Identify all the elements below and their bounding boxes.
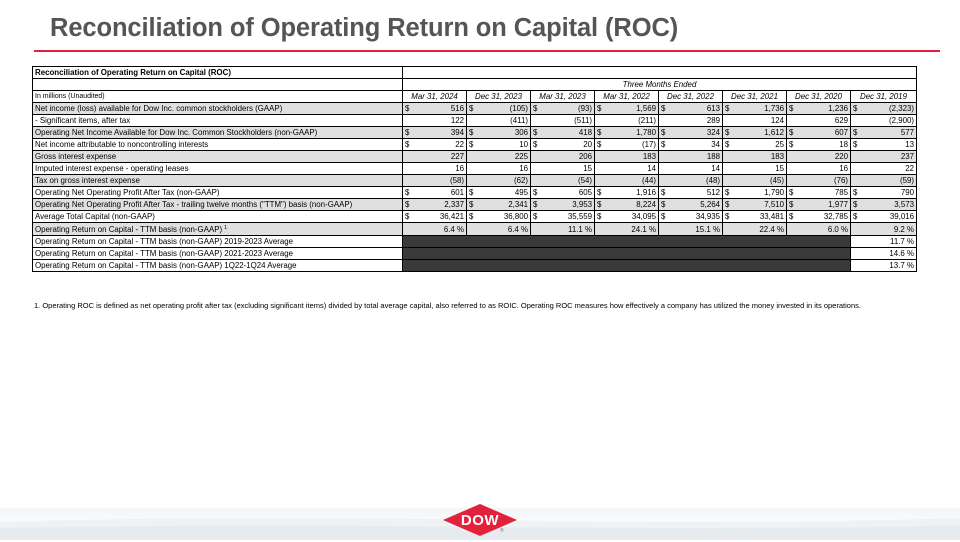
table-cell: 14 [595, 163, 659, 175]
footnote-ref: 1 [224, 225, 228, 231]
cell-value: 1,780 [636, 128, 656, 137]
currency-symbol: $ [533, 200, 538, 209]
row-label [33, 103, 403, 115]
table-cell: (48) [659, 175, 723, 187]
cell-value: 18 [839, 140, 848, 149]
table-cell: 6.4 % [403, 223, 467, 236]
currency-symbol: $ [725, 128, 730, 137]
table-cell [787, 187, 851, 199]
table-cell: 122 [403, 115, 467, 127]
table-cell [787, 139, 851, 151]
row-label-text: Average Total Capital (non-GAAP) [35, 212, 155, 221]
table-cell [851, 139, 917, 151]
table-cell [467, 127, 531, 139]
currency-symbol: $ [533, 128, 538, 137]
units-label: In millions (Unaudited) [33, 91, 403, 103]
currency-symbol: $ [661, 200, 666, 209]
table-cell [659, 199, 723, 211]
table-cell [595, 139, 659, 151]
blank-dark-cell [403, 236, 851, 248]
table-cell [467, 187, 531, 199]
column-header: Dec 31, 2023 [467, 91, 531, 103]
row-label [33, 163, 403, 175]
cell-value: 601 [450, 188, 464, 197]
table-cell [403, 187, 467, 199]
table-row [33, 211, 917, 223]
currency-symbol: $ [597, 140, 602, 149]
table-cell: 183 [723, 151, 787, 163]
cell-value: 7,510 [764, 200, 784, 209]
cell-value: 1,916 [636, 188, 656, 197]
table-cell: 227 [403, 151, 467, 163]
table-cell [403, 199, 467, 211]
cell-value: 33,481 [759, 212, 784, 221]
average-label: Operating Return on Capital - TTM basis (non-GAAP) 1Q22-1Q24 Average [33, 260, 403, 272]
table-cell [787, 199, 851, 211]
cell-value: 36,800 [503, 212, 528, 221]
table-cell: (76) [787, 175, 851, 187]
table-cell [595, 103, 659, 115]
table-cell: 24.1 % [595, 223, 659, 236]
table-cell [595, 187, 659, 199]
cell-value: 418 [578, 128, 592, 137]
table-cell: 183 [595, 151, 659, 163]
table-row [33, 139, 917, 151]
table-title: Reconciliation of Operating Return on Capital (ROC) [33, 67, 403, 79]
table-cell [531, 127, 595, 139]
currency-symbol: $ [405, 140, 410, 149]
table-cell: (511) [531, 115, 595, 127]
cell-value: 785 [834, 188, 848, 197]
table-cell [723, 187, 787, 199]
table-cell: (411) [467, 115, 531, 127]
currency-symbol: $ [469, 104, 474, 113]
column-header-row [33, 91, 917, 103]
cell-value: 2,341 [508, 200, 528, 209]
table-cell [659, 139, 723, 151]
currency-symbol: $ [789, 188, 794, 197]
table-cell: 188 [659, 151, 723, 163]
cell-value: 324 [706, 128, 720, 137]
currency-symbol: $ [725, 188, 730, 197]
cell-value: 3,573 [894, 200, 914, 209]
row-label [33, 139, 403, 151]
column-header: Dec 31, 2021 [723, 91, 787, 103]
average-row [33, 260, 917, 272]
cell-value: 8,224 [636, 200, 656, 209]
currency-symbol: $ [789, 140, 794, 149]
average-value: 14.6 % [851, 248, 917, 260]
logo-registered-mark: ® [500, 528, 504, 534]
cell-value: 306 [514, 128, 528, 137]
currency-symbol: $ [533, 212, 538, 221]
currency-symbol: $ [533, 188, 538, 197]
average-row [33, 248, 917, 260]
currency-symbol: $ [661, 140, 666, 149]
table-cell: (211) [595, 115, 659, 127]
table-cell [659, 187, 723, 199]
table-cell: (2,900) [851, 115, 917, 127]
table-cell [851, 211, 917, 223]
currency-symbol: $ [533, 140, 538, 149]
table-row [33, 151, 917, 163]
table-cell [851, 127, 917, 139]
table-cell: 22.4 % [723, 223, 787, 236]
table-cell [467, 211, 531, 223]
row-label [33, 115, 403, 127]
currency-symbol: $ [597, 212, 602, 221]
cell-value: 577 [900, 128, 914, 137]
row-label-text: Net income attributable to noncontrolling interests [35, 140, 209, 149]
table-cell: 9.2 % [851, 223, 917, 236]
cell-value: 34 [711, 140, 720, 149]
group-header: Three Months Ended [403, 79, 917, 91]
table-cell: 206 [531, 151, 595, 163]
group-header-spacer [33, 79, 403, 91]
table-cell: 237 [851, 151, 917, 163]
currency-symbol: $ [853, 128, 858, 137]
table-cell: (58) [403, 175, 467, 187]
currency-symbol: $ [469, 200, 474, 209]
currency-symbol: $ [405, 212, 410, 221]
table-cell [531, 211, 595, 223]
table-cell [531, 139, 595, 151]
average-row [33, 236, 917, 248]
table-cell [403, 139, 467, 151]
column-header: Dec 31, 2022 [659, 91, 723, 103]
table-cell: (45) [723, 175, 787, 187]
footnote: 1. Operating ROC is defined as net operating profit after tax (excluding significant items) divided by total average capital, also referred to as ROIC. Operating ROC measures how effectively a company has utilized the money invested in its operations. [34, 301, 861, 310]
table-cell [595, 211, 659, 223]
row-label [33, 187, 403, 199]
cell-value: 2,337 [444, 200, 464, 209]
table-cell: 225 [467, 151, 531, 163]
table-cell [467, 103, 531, 115]
table-row [33, 127, 917, 139]
table-cell: 6.0 % [787, 223, 851, 236]
currency-symbol: $ [789, 128, 794, 137]
table-row [33, 115, 917, 127]
table-cell [467, 199, 531, 211]
currency-symbol: $ [597, 200, 602, 209]
currency-symbol: $ [661, 128, 666, 137]
table-cell [787, 127, 851, 139]
currency-symbol: $ [789, 212, 794, 221]
table-cell [787, 103, 851, 115]
cell-value: 1,612 [764, 128, 784, 137]
table-cell [787, 211, 851, 223]
cell-value: 1,236 [828, 104, 848, 113]
column-header: Dec 31, 2020 [787, 91, 851, 103]
cell-value: 34,095 [631, 212, 656, 221]
header-blank [403, 67, 917, 79]
row-label-text: Operating Return on Capital - TTM basis (non-GAAP) [35, 225, 223, 234]
currency-symbol: $ [853, 212, 858, 221]
cell-value: 35,559 [567, 212, 592, 221]
table-cell: 220 [787, 151, 851, 163]
table-cell [659, 103, 723, 115]
table-cell [723, 199, 787, 211]
currency-symbol: $ [405, 128, 410, 137]
table-cell [851, 187, 917, 199]
table-cell: 15 [723, 163, 787, 175]
row-label-text: Net income (loss) available for Dow Inc. common stockholders (GAAP) [35, 104, 283, 113]
cell-value: 607 [834, 128, 848, 137]
currency-symbol: $ [853, 188, 858, 197]
column-header: Mar 31, 2023 [531, 91, 595, 103]
table-cell: 16 [467, 163, 531, 175]
row-label-text: Imputed interest expense - operating leases [35, 164, 189, 173]
currency-symbol: $ [725, 140, 730, 149]
table-cell: 16 [403, 163, 467, 175]
table-cell [531, 187, 595, 199]
row-label [33, 199, 403, 211]
currency-symbol: $ [725, 200, 730, 209]
table-row [33, 175, 917, 187]
average-label: Operating Return on Capital - TTM basis (non-GAAP) 2019-2023 Average [33, 236, 403, 248]
table-cell: (59) [851, 175, 917, 187]
blank-dark-cell [403, 248, 851, 260]
currency-symbol: $ [597, 104, 602, 113]
row-label [33, 127, 403, 139]
table-row [33, 199, 917, 211]
cell-value: 394 [450, 128, 464, 137]
cell-value: 516 [450, 104, 464, 113]
column-header: Mar 31, 2024 [403, 91, 467, 103]
cell-value: 512 [706, 188, 720, 197]
currency-symbol: $ [661, 188, 666, 197]
cell-value: 13 [905, 140, 914, 149]
title-divider [34, 50, 940, 52]
group-header-row [33, 79, 917, 91]
table-cell: (54) [531, 175, 595, 187]
cell-value: 3,953 [572, 200, 592, 209]
currency-symbol: $ [469, 188, 474, 197]
row-label-text: Gross interest expense [35, 152, 117, 161]
currency-symbol: $ [853, 200, 858, 209]
row-label [33, 151, 403, 163]
average-value: 13.7 % [851, 260, 917, 272]
currency-symbol: $ [725, 212, 730, 221]
currency-symbol: $ [789, 200, 794, 209]
table-title-row [33, 67, 917, 79]
cell-value: 34,935 [695, 212, 720, 221]
cell-value: 22 [455, 140, 464, 149]
table-cell: 629 [787, 115, 851, 127]
cell-value: 10 [519, 140, 528, 149]
table-cell [723, 139, 787, 151]
cell-value: 1,977 [828, 200, 848, 209]
cell-value: 32,785 [823, 212, 848, 221]
table-cell: 11.1 % [531, 223, 595, 236]
cell-value: 790 [900, 188, 914, 197]
average-value: 11.7 % [851, 236, 917, 248]
currency-symbol: $ [469, 212, 474, 221]
table-row [33, 103, 917, 115]
column-header: Mar 31, 2022 [595, 91, 659, 103]
currency-symbol: $ [597, 128, 602, 137]
cell-value: 36,421 [439, 212, 464, 221]
cell-value: 1,790 [764, 188, 784, 197]
table-cell [659, 211, 723, 223]
currency-symbol: $ [405, 200, 410, 209]
cell-value: 25 [775, 140, 784, 149]
table-cell [467, 139, 531, 151]
table-cell [723, 103, 787, 115]
cell-value: 20 [583, 140, 592, 149]
row-label-text: Operating Net Operating Profit After Tax (non-GAAP) [35, 188, 220, 197]
logo-text: DOW [460, 512, 500, 529]
table-cell: (44) [595, 175, 659, 187]
currency-symbol: $ [725, 104, 730, 113]
table-cell [659, 127, 723, 139]
table-cell [723, 127, 787, 139]
table-cell [851, 103, 917, 115]
table-cell: 16 [787, 163, 851, 175]
currency-symbol: $ [405, 188, 410, 197]
average-label: Operating Return on Capital - TTM basis (non-GAAP) 2021-2023 Average [33, 248, 403, 260]
cell-value: (93) [577, 104, 592, 113]
cell-value: 613 [706, 104, 720, 113]
cell-value: (17) [641, 140, 656, 149]
cell-value: 495 [514, 188, 528, 197]
table-cell [595, 127, 659, 139]
table-cell [403, 211, 467, 223]
table-cell: 6.4 % [467, 223, 531, 236]
cell-value: (2,323) [888, 104, 914, 113]
row-label [33, 223, 403, 236]
currency-symbol: $ [789, 104, 794, 113]
table-cell: 15.1 % [659, 223, 723, 236]
currency-symbol: $ [469, 140, 474, 149]
currency-symbol: $ [597, 188, 602, 197]
page-title: Reconciliation of Operating Return on Capital (ROC) [50, 14, 679, 42]
table-cell [403, 103, 467, 115]
currency-symbol: $ [853, 104, 858, 113]
table-cell [723, 211, 787, 223]
currency-symbol: $ [853, 140, 858, 149]
currency-symbol: $ [533, 104, 538, 113]
table-row [33, 187, 917, 199]
table-cell: 22 [851, 163, 917, 175]
row-label-text: - Significant items, after tax [35, 116, 131, 125]
table-cell: 124 [723, 115, 787, 127]
table-cell [595, 199, 659, 211]
table-cell [403, 127, 467, 139]
cell-value: 1,736 [764, 104, 784, 113]
table-cell: 289 [659, 115, 723, 127]
cell-value: 1,569 [636, 104, 656, 113]
row-label [33, 211, 403, 223]
roc-reconciliation-table [32, 66, 917, 272]
cell-value: 39,016 [889, 212, 914, 221]
table-cell [851, 199, 917, 211]
blank-dark-cell [403, 260, 851, 272]
currency-symbol: $ [661, 212, 666, 221]
table-cell: 15 [531, 163, 595, 175]
row-label-text: Tax on gross interest expense [35, 176, 140, 185]
row-label-text: Operating Net Income Available for Dow Inc. Common Stockholders (non-GAAP) [35, 128, 318, 137]
currency-symbol: $ [661, 104, 666, 113]
row-label [33, 175, 403, 187]
column-header: Dec 31, 2019 [851, 91, 917, 103]
cell-value: 5,264 [700, 200, 720, 209]
row-label-text: Operating Net Operating Profit After Tax - trailing twelve months ("TTM") basis (non-GAAP) [35, 200, 353, 209]
currency-symbol: $ [405, 104, 410, 113]
table-cell [531, 199, 595, 211]
currency-symbol: $ [469, 128, 474, 137]
table-cell: (62) [467, 175, 531, 187]
cell-value: (105) [509, 104, 528, 113]
table-row [33, 223, 917, 236]
cell-value: 605 [578, 188, 592, 197]
table-row [33, 163, 917, 175]
table-cell [531, 103, 595, 115]
dow-logo [442, 503, 518, 537]
table-cell: 14 [659, 163, 723, 175]
